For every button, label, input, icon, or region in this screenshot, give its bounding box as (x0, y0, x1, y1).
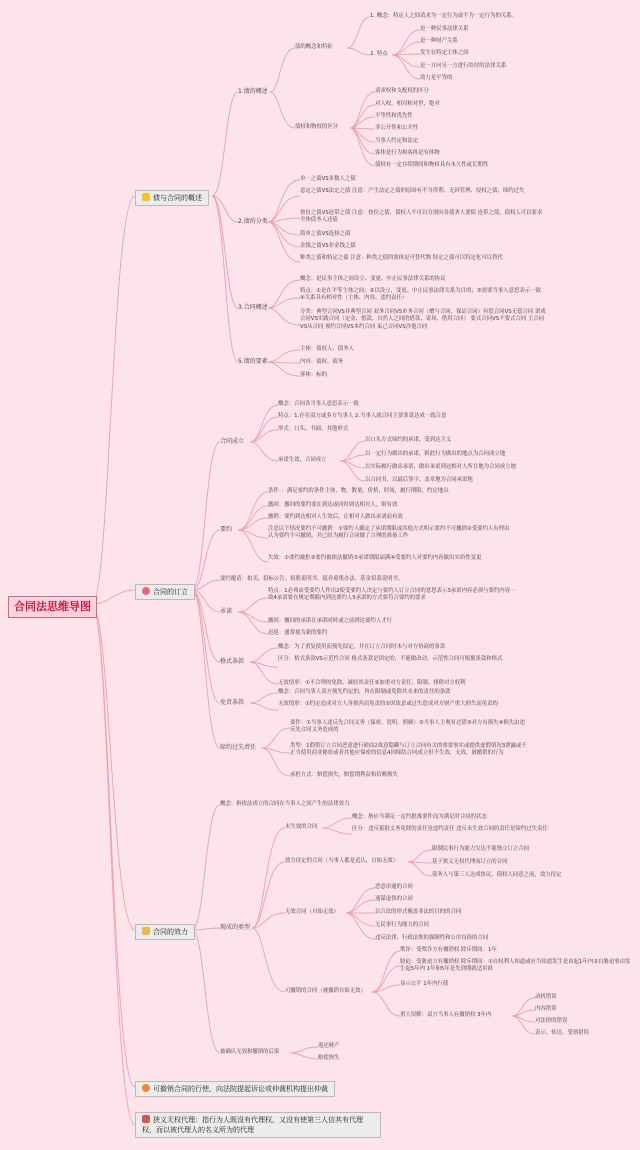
leaf-node: 条件：：满足要约的条件主体，物，数量，价格，时间，履行期限，约定地点 (268, 488, 449, 494)
leaf-node: 内容：债权、债务 (300, 359, 344, 365)
root-node[interactable]: 合同法思维导图 (8, 596, 97, 618)
leaf-node: 非公开性和公开性 (375, 125, 419, 131)
lightbulb-icon (142, 193, 150, 201)
leaf-node: 债权有一定存续期间和物权具有永久性或长期性 (375, 162, 489, 168)
leaf-node: 限制民事行为能力欠达不能独立订立合同 (432, 846, 530, 852)
section-label: 可撤销合同的行使，向法院提起诉讼或仲裁机构提出仲裁 (153, 1085, 328, 1093)
leaf-node: 按份之债VS连带之债 注意：按份之债，债权人不可以分别向各债务人要债 连带之债，债权人可以要求全体债务人还债 (300, 210, 543, 224)
node-debt-concept-features[interactable]: 债的概念和特征 (295, 44, 333, 50)
node-acceptance[interactable]: 承诺 (220, 608, 233, 615)
leaf-node: 显示公平 1年内行使 (400, 981, 449, 987)
leaf-node: 撤销：要约到达相对人生效后，在相对人做出承诺前有效 (268, 514, 403, 520)
leaf-node: 是一种民事法律关系 (420, 26, 469, 32)
leaf-node: 特点：①是在平等主体之间；②以设立、变更、中止民事法律关系为目的；③需要当事人意思表示一致④关系具有相对性（主体、内容、违约责任） (300, 288, 541, 302)
leaf-node: 金钱之债VS非金钱之债 (300, 243, 356, 249)
leaf-node: 表示、传达、受领错误 (535, 1030, 589, 1036)
leaf-node: 概念：合同各当事人意思表示一致 (278, 401, 359, 407)
leaf-node: 是一种财产关系 (420, 38, 458, 44)
leaf-node: 主体：债权人、债务人 (300, 346, 354, 352)
leaf-node: 承担方式：赔偿损失，赔偿期利益和信赖损失 (290, 772, 398, 778)
leaf-node: 胁迫：受胁迫方有撤销权 除斥期间：①自权利人知道或应当知道发生是由起1年内②自胁迫事由发生起5年内 1年和5年是先到期就适用谁 (400, 959, 631, 973)
leaf-node: 效力是平等的 (420, 75, 453, 81)
arrow-icon (142, 1115, 150, 1123)
leaf-node: 通谋虚伪的合同 (375, 896, 413, 902)
node-contract-overview[interactable]: 3.合同概述 (238, 304, 268, 311)
leaf-node: 请求权和支配权的区分 (375, 88, 429, 94)
node-claim-vs-property[interactable]: 债权和物权的区分 (295, 124, 339, 130)
leaf-node: 特点：1.存在双方或多方当事人 2.当事人就合同主要条款达成一致合意 (278, 413, 447, 419)
leaf-node: 基于狭义无权代理而订立的合同 (432, 859, 508, 865)
node-pending-validity[interactable]: 效力待定的合同（当事人都是追认，自始无效） (285, 858, 399, 864)
node-acceptance-effective[interactable]: 承诺生效，合同成立 (278, 457, 327, 463)
leaf-node: 以合法的形式掩盖非法的目的的合同 (375, 909, 462, 915)
section-revocation-exercise[interactable] (135, 1081, 335, 1097)
star-icon (142, 1084, 150, 1092)
leaf-node: 债务人与第三人达成协议，债权人同意之前，效力待定 (432, 872, 562, 878)
leaf-node: 意定之债VS法定之债 注意：产生法定之债的原因有不当得利、无因管理、侵权之债、缔约过失 (300, 188, 525, 194)
leaf-node: 返还财产 (318, 1043, 340, 1049)
section-contract-validity[interactable] (135, 924, 195, 940)
leaf-node: 概念：是民事主体之间设立、变更、中止民事法律关系的协议 (300, 276, 446, 282)
node-validity-types[interactable]: 现成的类型 (220, 924, 251, 931)
bell-icon (142, 587, 150, 595)
node-debt-overview[interactable]: 1.债的概述 (238, 88, 268, 95)
node-contract-established[interactable]: 合同成立 (220, 438, 245, 445)
node-void-consequences[interactable]: 被确认无效和撤销的后果 (220, 1049, 280, 1055)
leaf-node: 概念：为了重复使用而预先拟定，并在订立合同时未与对方协商的条款 (278, 644, 446, 650)
node-major-misunderstanding[interactable]: 重大误解：双方当事人有撤销权 3年内 (400, 1012, 492, 1018)
leaf-node: 无效情形：①不合理的免除、减轻其责任②加重对方责任、限制、排除对方权利 (278, 680, 466, 686)
leaf-node: 无效情形：①约定造成对方人身损害而免责的②因故意或过失造成对方财产重大损失而免责的 (278, 701, 498, 707)
leaf-node: 失效：①要约被拒②要约被依法撤销③承诺期限届满④受要约人对要约内容做出实质性变更 (268, 555, 482, 561)
leaf-node: 要约邀请：拍卖，招标公告；招股说明书、债券募集办法、基金招募说明书。 (220, 576, 404, 582)
leaf-node: 以合同书，以最后签字、盖章地为合同承诺地 (365, 477, 473, 483)
leaf-node: 无民事行为能力的合同 (375, 922, 429, 928)
node-offer[interactable]: 要约 (220, 526, 233, 533)
leaf-node: 单一之债VS多数人之债 (300, 176, 356, 182)
leaf-node: 以实际履行做出承诺，做出承诺到达相对人所在地为合同成立地 (365, 464, 516, 470)
section-label: 合同的订立 (153, 588, 188, 596)
leaf-node: 对法律的错误 (535, 1018, 568, 1024)
leaf-node: 简单之债VS选择之债 (300, 231, 351, 237)
leaf-node: 发生在特定主体之间 (420, 50, 469, 56)
leaf-node: 赔偿损失 (318, 1055, 340, 1061)
node-standard-terms[interactable]: 格式条款 (220, 658, 245, 665)
leaf-node: 是一方向另一方进行给付的法律关系 (420, 63, 507, 69)
leaf-node: 要件：①当事人违反先合同义务（保密、说明、照顾）②当事人主观有过错③对方有损失④损失由违反先合同义务造成的 (290, 720, 525, 734)
leaf-node: 撤回：撤回的承诺在承诺同时或之前到达要约人才行 (268, 618, 392, 624)
node-debt-elements[interactable]: 5.债的要素 (238, 358, 268, 365)
leaf-node: 注意以下情况要约不可撤销：①要约人确定了承诺期限或其他方式明示要约不可撤销②受要约人有理由认为要约不可撤销，并已经为履行合同做了合理的准备工作 (268, 526, 510, 540)
leaf-node: 动机错误 (535, 994, 557, 1000)
leaf-node: 迟延：通常视为新的要约 (268, 630, 328, 636)
leaf-node: 1. 概念：特定人之间请求为一定行为或不为一定行为的关系。 (370, 13, 518, 19)
node-exemption-clause[interactable]: 免责条款 (220, 699, 245, 706)
node-precontract-liability[interactable]: 缔约过失责任 (220, 744, 257, 751)
section-debt-contract-overview[interactable] (135, 190, 209, 206)
node-features[interactable]: 2. 特点 (370, 51, 388, 57)
leaf-node: 种类之债和特定之债 注意：种类之债的客体是可替代物 特定之债可以特定化可以替代 (300, 255, 503, 261)
section-label: 合同的效力 (153, 928, 188, 936)
leaf-node: 以口头方式缔约的承诺，受到达主义 (365, 437, 452, 443)
node-not-effective[interactable]: 未生效的合同 (285, 824, 318, 830)
section-label: 债与合同的概述 (153, 194, 202, 202)
leaf-node: 对人权，相对和对世，绝对 (375, 101, 440, 107)
leaf-node: 区分：格式条款VS示范性合同 格式条款是固定的、不能做改动。示范性合同可根据条款和格式 (278, 656, 503, 662)
leaf-node: 以一定行为做出的承诺，则此行为做出的地点为合同成立地 (365, 451, 506, 457)
leaf-node: 概念：指应当满足一定约批准要件而为满足时合同的状态 (352, 814, 487, 820)
leaf-node: 特点：1必须由受要约人作出2使受要约人决定与要约人订立合同的意思表示3承诺内容必须与要约内容一致4承诺要在规定期限内到达要约人5承诺的方式要符合要约的要求 (268, 588, 516, 602)
section-label: 狭义无权代理：指行为人既没有代理权，又没有使第三人信其有代理权，而以被代理人的名义所为的代理 (142, 1116, 363, 1134)
leaf-node: 违反法律、行政法规的强制性和公序良俗的合同 (375, 935, 489, 941)
leaf-node: 恶意串通的合同 (375, 884, 413, 890)
folder-icon (142, 927, 150, 935)
leaf-node: 概念：指依法成立的合同在当事人之间产生的法律效力 (220, 801, 350, 807)
leaf-node: 客体：标的 (300, 372, 327, 378)
node-void-contract[interactable]: 无效合同（自始无效） (285, 909, 339, 915)
section-narrow-unauthorized-agency[interactable] (135, 1112, 381, 1138)
leaf-node: 欺诈：受欺诈方有撤销权 除斥期间：1年 (400, 947, 497, 953)
leaf-node: 形式：口头、书面、其他形式 (278, 426, 349, 432)
leaf-node: 概念：合同当事人双方预先约定的，旨在限制或免除其未来的责任的条款 (278, 689, 451, 695)
leaf-node: 撤回：撤回的要约要在到达或同时到达相对人，则有效 (268, 502, 398, 508)
leaf-node: 当事人约定和法定 (375, 138, 419, 144)
leaf-node: 分类：典型合同VS非典型合同 双务合同VS单务合同（赠与合同、保证合同）有偿合同VS无偿合同 诺成合同VS实践合同（定金、借款、自然人之间的借款、寄场、借用合同） 要式合同VS不要式合同 主合同VS从合同 预约合同VS本约合同 束己合同VS涉他合同 (300, 309, 546, 330)
leaf-node: 区分：违反报批义务免除的责任是违约责任 违反未生效合同的责任是缔约过失责任 (352, 826, 548, 832)
leaf-node: 内容错误 (535, 1006, 557, 1012)
section-contract-formation[interactable] (135, 584, 195, 600)
node-debt-classification[interactable]: 2.债的分类 (238, 218, 268, 225)
leaf-node: 类型：1假借订立合同恶意进行磋商2故意隐瞒与订立合同有关的重要事实或提供虚假情况3泄露或不正当使用商业秘密或者其他应保密的信息4因缔结合同成立但不生效、无效、被撤销的行为 (290, 743, 527, 757)
node-revocable-contract[interactable]: 可撤销的合同（被撤销自始无效） (285, 988, 366, 994)
leaf-node: 客体是行为和客体是有体物 (375, 150, 440, 156)
leaf-node: 平等性和优先性 (375, 113, 413, 119)
